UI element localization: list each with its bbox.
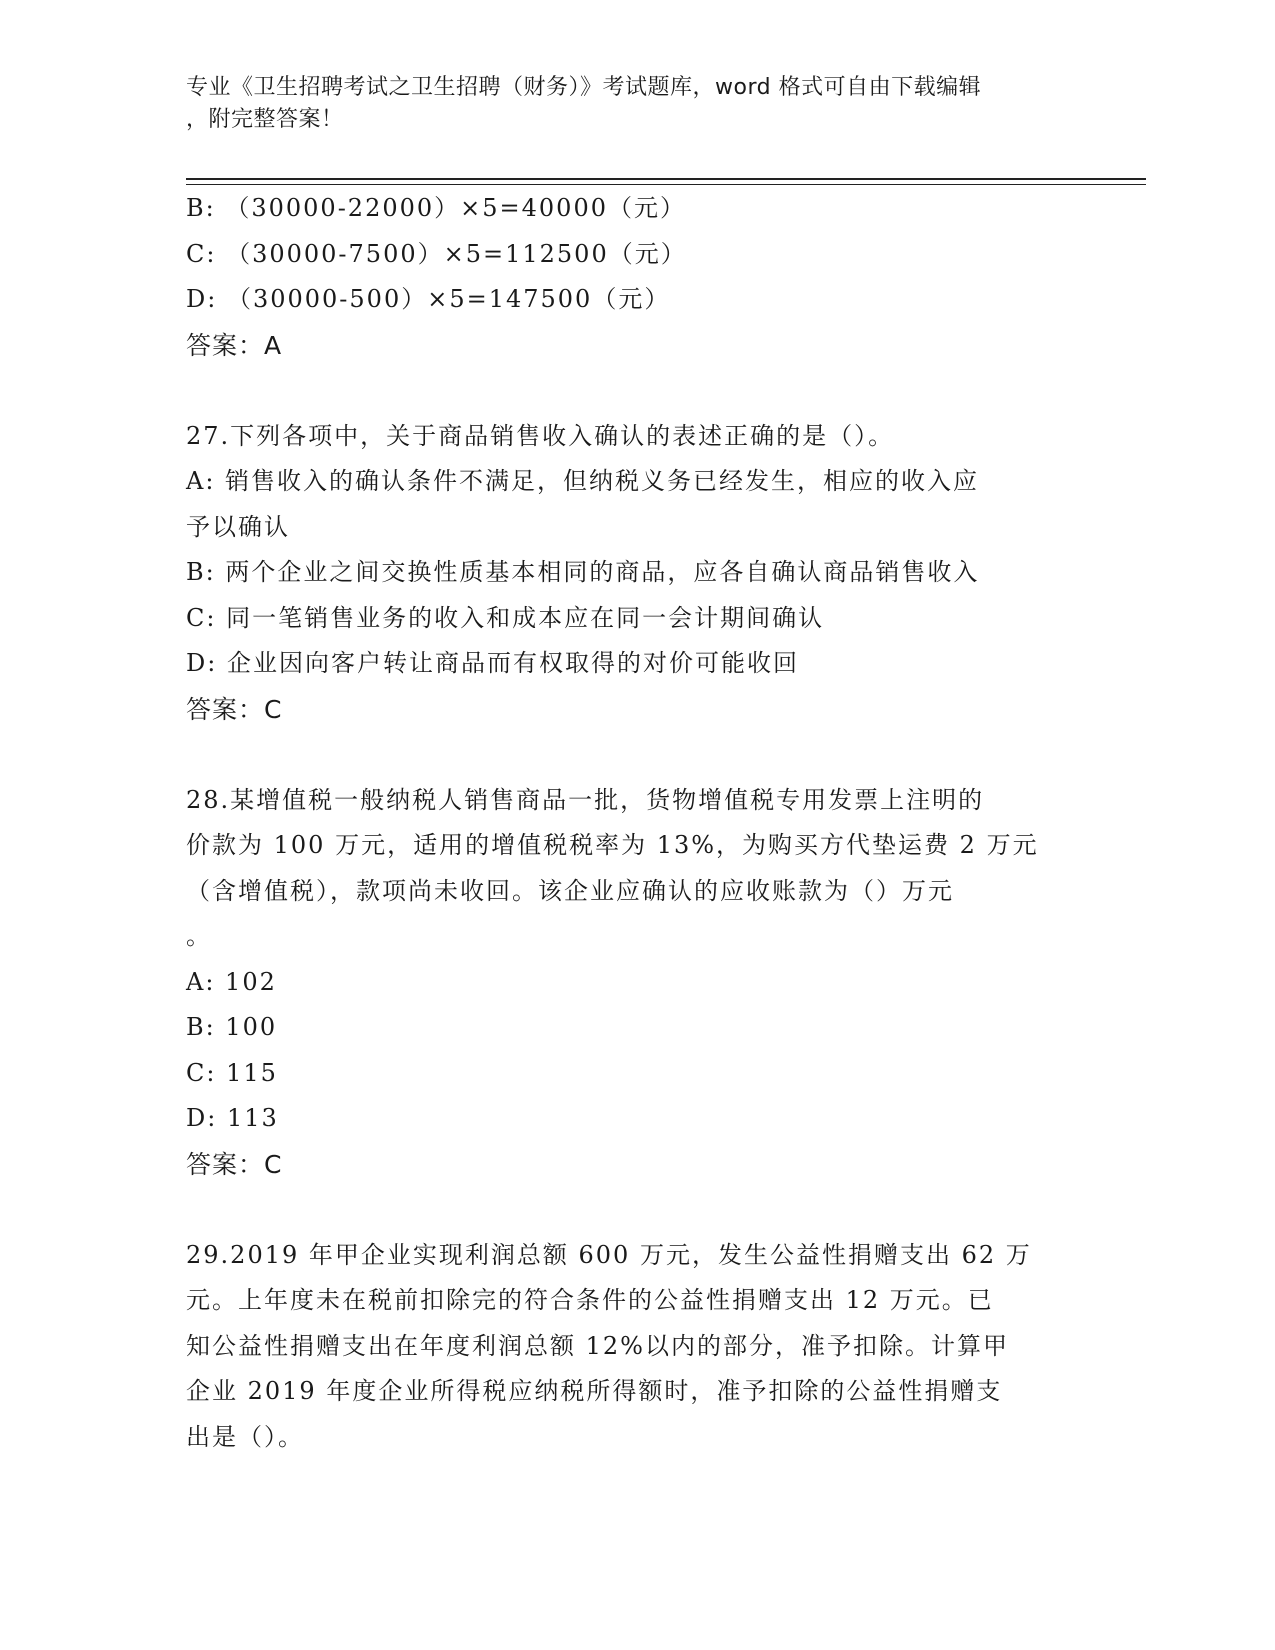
option-a: A: 销售收入的确认条件不满足，但纳税义务已经发生，相应的收入应 bbox=[186, 467, 980, 495]
option-d: D: 113 bbox=[186, 1104, 279, 1132]
option-c: C: （30000-7500）×5=112500（元） bbox=[186, 239, 687, 268]
answer-line: 答案：A bbox=[186, 330, 283, 360]
question-stem-line: 27.下列各项中，关于商品销售收入确认的表述正确的是（）。 bbox=[186, 421, 895, 450]
answer-line: 答案：C bbox=[186, 694, 283, 724]
question-stem-line: 28.某增值税一般纳税人销售商品一批，货物增值税专用发票上注明的 bbox=[186, 785, 985, 814]
question-stem-line: 29.2019 年甲企业实现利润总额 600 万元，发生公益性捐赠支出 62 万 bbox=[186, 1240, 1032, 1269]
option-b: B: 100 bbox=[186, 1013, 278, 1041]
option-b: B: 两个企业之间交换性质基本相同的商品，应各自确认商品销售收入 bbox=[186, 558, 980, 586]
question-stem-line: 出是（）。 bbox=[186, 1422, 304, 1451]
question-stem-line: 价款为 100 万元，适用的增值税税率为 13%，为购买方代垫运费 2 万元 bbox=[186, 831, 1039, 859]
header-line-2: ，附完整答案！ bbox=[186, 107, 344, 132]
question-29 bbox=[186, 1233, 1086, 1461]
question-stem-line: 知公益性捐赠支出在年度利润总额 12%以内的部分，准予扣除。计算甲 bbox=[186, 1331, 1009, 1360]
header-line-1: 专业《卫生招聘考试之卫生招聘（财务）》考试题库，word 格式可自由下载编辑 bbox=[186, 75, 982, 100]
question-stem-line: （含增值税），款项尚未收回。该企业应确认的应收账款为（）万元 bbox=[186, 876, 954, 905]
option-a-continued: 予以确认 bbox=[186, 512, 290, 541]
question-stem-line: 企业 2019 年度企业所得税应纳税所得额时，准予扣除的公益性捐赠支 bbox=[186, 1377, 1003, 1405]
question-list bbox=[186, 186, 1086, 1460]
question-stem-line: 。 bbox=[186, 922, 212, 950]
answer-line: 答案：C bbox=[186, 1149, 283, 1179]
header-divider-thick bbox=[186, 178, 1146, 180]
option-d: D: 企业因向客户转让商品而有权取得的对价可能收回 bbox=[186, 649, 799, 677]
prev-question-block bbox=[186, 186, 1086, 368]
question-stem-line: 元。上年度未在税前扣除完的符合条件的公益性捐赠支出 12 万元。已 bbox=[186, 1286, 994, 1314]
question-27 bbox=[186, 414, 1086, 733]
question-28 bbox=[186, 778, 1086, 1188]
option-b: B: （30000-22000）×5=40000（元） bbox=[186, 194, 686, 222]
option-d: D: （30000-500）×5=147500（元） bbox=[186, 285, 671, 313]
header-divider-thin bbox=[186, 184, 1146, 185]
option-c: C: 同一笔销售业务的收入和成本应在同一会计期间确认 bbox=[186, 603, 825, 632]
document-header bbox=[186, 72, 1066, 136]
option-a: A: 102 bbox=[186, 967, 277, 996]
option-c: C: 115 bbox=[186, 1058, 278, 1087]
